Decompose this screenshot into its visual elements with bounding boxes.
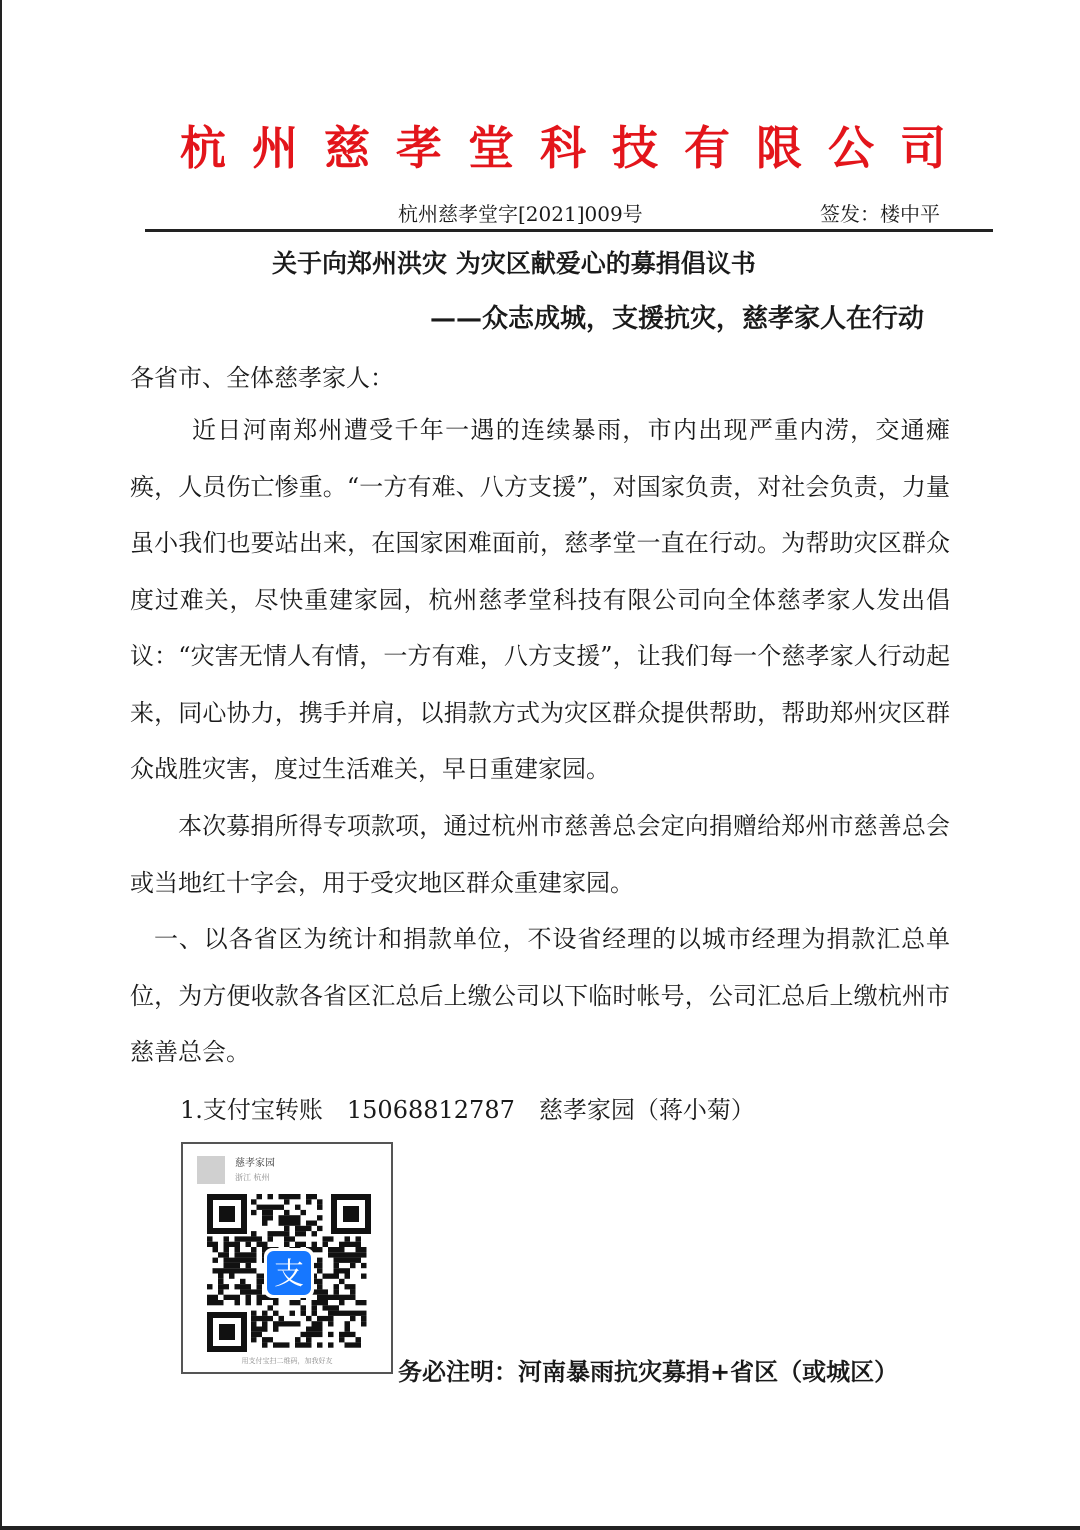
qr-caption: 用支付宝扫二维码，加我好友 bbox=[241, 1357, 333, 1365]
letter-title: 关于向郑州洪灾 为灾区献爱心的募捐倡议书 bbox=[272, 249, 756, 278]
letter-subtitle: ——众志成城，支援抗灾，慈孝家人在行动 bbox=[430, 304, 925, 334]
page-edge-bottom bbox=[0, 1526, 1080, 1530]
page-edge-left bbox=[0, 0, 2, 1530]
payment-account-line: 1.支付宝转账 15068812787 慈孝家园（蒋小菊） bbox=[180, 1096, 755, 1124]
signer-label: 签发：楼中平 bbox=[820, 202, 940, 226]
body-paragraph: 近日河南郑州遭受千年一遇的连续暴雨，市内出现严重内涝，交通瘫痪，人员伤亡惨重。“一方有难、八方支援”，对国家负责，对社会负责，力量虽小我们也要站出来，在国家困难面前，慈孝堂一直在行动。为帮助灾区群众度过难关，尽快重建家园，杭州慈孝堂科技有限公司向全体慈孝家人发出倡议：“灾害无情人有情，一方有难，八方支援”，让我们每一个慈孝家人行动起来，同心协力，携手并肩，以捐款方式为灾区群众提供帮助，帮助郑州灾区群众战胜灾害，度过生活难关，早日重建家园。 bbox=[130, 416, 950, 783]
svg-text:支: 支 bbox=[274, 1257, 304, 1292]
remittance-note: 务必注明：河南暴雨抗灾募捐+省区（或城区） bbox=[398, 1357, 899, 1386]
qr-code-icon bbox=[207, 1194, 371, 1352]
alipay-qr-card bbox=[181, 1142, 393, 1374]
body-paragraph: 一、以各省区为统计和捐款单位，不设省经理的以城市经理为捐款汇总单位，为方便收款各省区汇总后上缴公司以下临时帐号，公司汇总后上缴杭州市慈善总会。 bbox=[130, 925, 950, 1066]
avatar bbox=[197, 1156, 225, 1184]
company-title: 杭州慈孝堂科技有限公司 bbox=[180, 121, 972, 175]
qr-account-location: 浙江 杭州 bbox=[235, 1173, 270, 1182]
document-number: 杭州慈孝堂字[2021]009号 bbox=[398, 202, 643, 226]
header-divider bbox=[145, 229, 993, 232]
body-paragraph: 本次募捐所得专项款项，通过杭州市慈善总会定向捐赠给郑州市慈善总会或当地红十字会，用于受灾地区群众重建家园。 bbox=[130, 812, 950, 897]
salutation: 各省市、全体慈孝家人： bbox=[130, 364, 394, 392]
qr-account-name: 慈孝家园 bbox=[235, 1158, 275, 1169]
